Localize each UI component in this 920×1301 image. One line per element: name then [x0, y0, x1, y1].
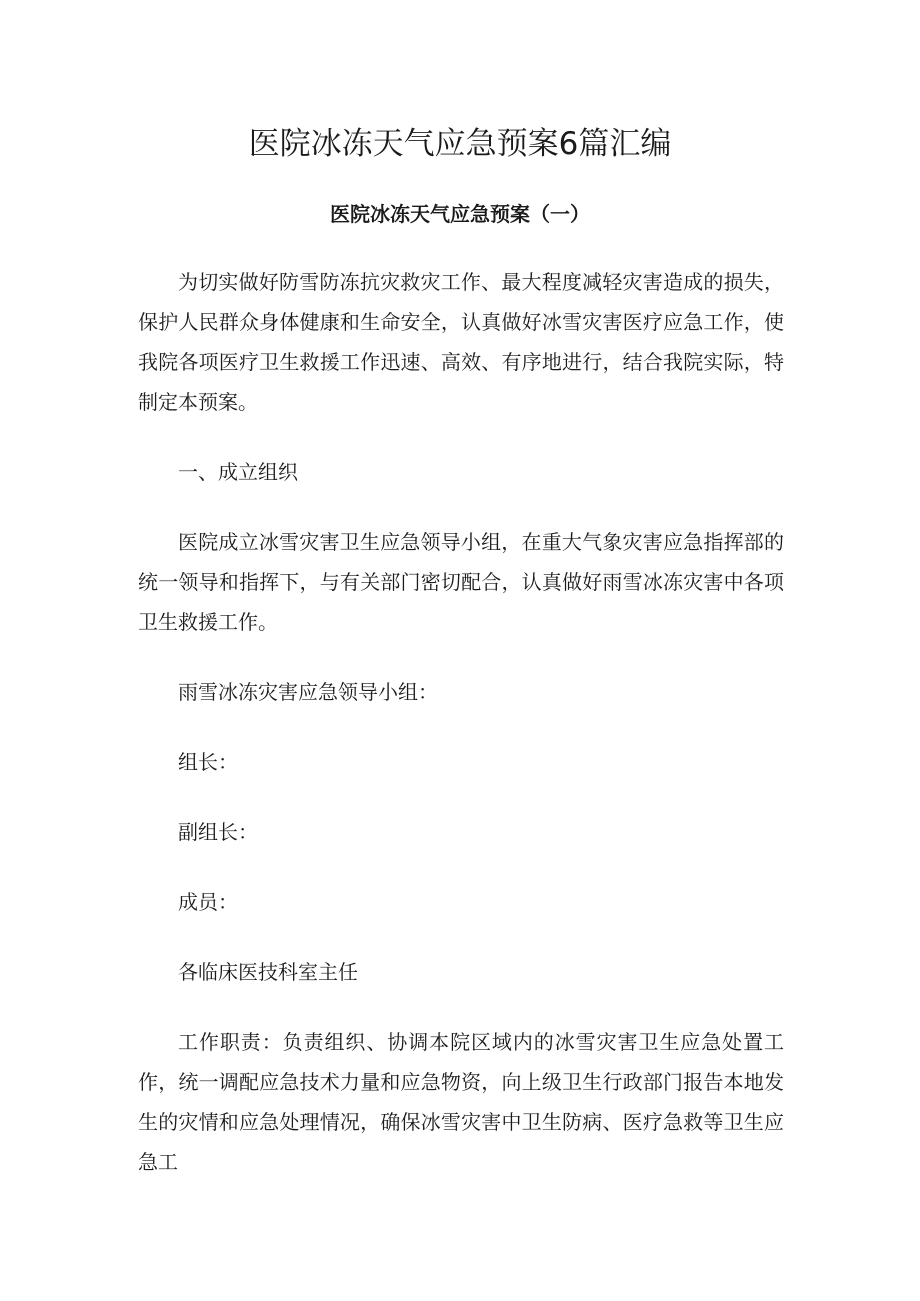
- document-body: [138, 262, 784, 1182]
- document-subtitle: 医院冰冻天气应急预案（一）: [330, 202, 590, 226]
- paragraph-deputy-leader: 副组长：: [178, 820, 258, 844]
- document-title: 医院冰冻天气应急预案6篇汇编: [248, 126, 672, 162]
- paragraph-intro: 为切实做好防雪防冻抗灾救灾工作、最大程度减轻灾害造成的损失，保护人民群众身体健康和生命安全，认真做好冰雪灾害医疗应急工作，使我院各项医疗卫生救援工作迅速、高效、有序地进行，结合我院实际，特制定本预案。: [138, 270, 784, 414]
- section-heading-organization: 一、成立组织: [178, 460, 298, 484]
- paragraph-leading-group: 雨雪冰冻灾害应急领导小组：: [178, 680, 438, 704]
- paragraph-department-heads: 各临床医技科室主任: [178, 960, 358, 984]
- paragraph-organization: 医院成立冰雪灾害卫生应急领导小组，在重大气象灾害应急指挥部的统一领导和指挥下，与有关部门密切配合，认真做好雨雪冰冻灾害中各项卫生救援工作。: [138, 530, 784, 634]
- paragraph-members: 成员：: [178, 890, 238, 914]
- paragraph-duties: 工作职责：负责组织、协调本院区域内的冰雪灾害卫生应急处置工作，统一调配应急技术力量和应急物资，向上级卫生行政部门报告本地发生的灾情和应急处理情况，确保冰雪灾害中卫生防病、医疗急救等卫生应急工: [138, 1030, 784, 1174]
- paragraph-group-leader: 组长：: [178, 750, 238, 774]
